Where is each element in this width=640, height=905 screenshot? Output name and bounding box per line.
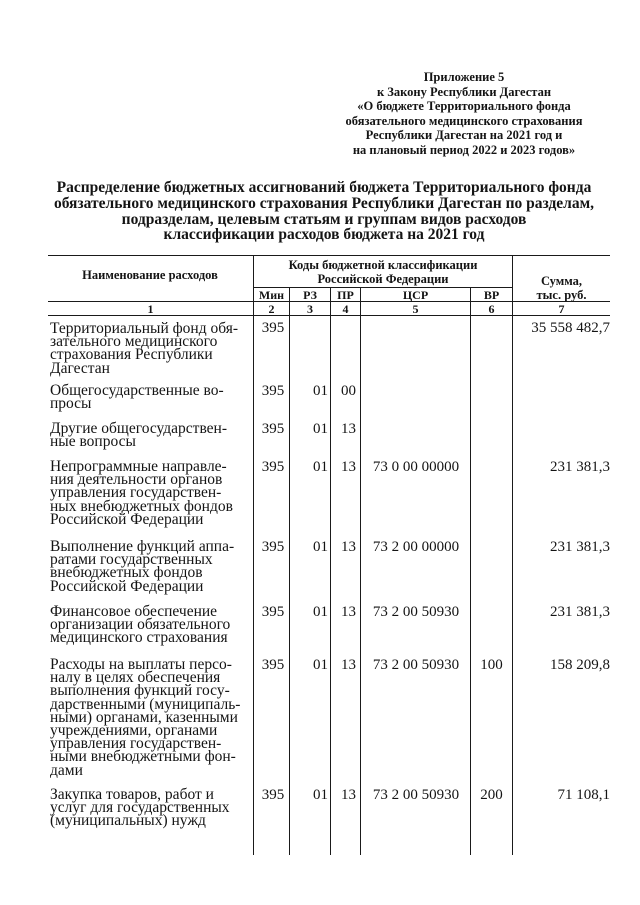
row-name-line: ные вопросы (50, 433, 136, 451)
annex-line: Республики Дагестан на 2021 год и (365, 128, 563, 143)
column-rule (470, 288, 471, 855)
row-name-line: Другие общегосударствен- (50, 420, 228, 437)
row-name (50, 540, 248, 593)
row-min: 395 (261, 459, 285, 475)
row-rz: 01 (313, 539, 328, 555)
row-name-line: Расходы на выплаты персо- (50, 656, 232, 673)
row-name-line: Финансовое обеспечение (50, 603, 218, 620)
column-rule (330, 288, 331, 855)
row-min: 395 (261, 320, 285, 336)
row-sum: 71 108,1 (557, 787, 610, 803)
row-rz: 01 (313, 787, 328, 803)
title-line: обязательного медицинского страхования Республики Дагестан по разделам, (53, 194, 595, 212)
row-csr: 73 2 00 50930 (372, 657, 460, 673)
column-number: 4 (342, 302, 349, 316)
row-name-line: (муниципальных) нужд (50, 812, 206, 830)
row-name (50, 382, 248, 413)
column-number: 6 (488, 302, 495, 316)
row-csr: 73 2 00 50930 (372, 604, 460, 620)
row-name-line: Российской Федерации (50, 577, 204, 595)
row-name-line: ных внебюджетных фондов (50, 497, 233, 515)
row-min: 395 (261, 383, 285, 399)
column-number: 5 (412, 302, 419, 316)
row-rz: 01 (313, 657, 328, 673)
row-name-line: организации обязательного (50, 616, 231, 634)
row-name-line: управления государствен- (50, 484, 222, 502)
row-name-line: Дагестан (50, 359, 110, 377)
row-name-line: зательного медицинского (50, 333, 218, 351)
row-name (50, 605, 248, 645)
row-name-line: ными внебюджетными фон- (50, 748, 236, 766)
title-line: классификации расходов бюджета на 2021 год (163, 226, 485, 244)
row-name-line: ными) органами, казенными (50, 708, 238, 726)
header-sum-line1: Сумма, (540, 274, 583, 288)
header-name-column: Наименование расходов (82, 268, 218, 282)
row-rz: 01 (313, 604, 328, 620)
row-name-line: ния деятельности органов (50, 471, 223, 489)
row-min: 395 (261, 787, 285, 803)
table-top-rule (48, 255, 610, 256)
row-rz: 01 (313, 383, 328, 399)
row-csr: 73 2 00 00000 (372, 539, 460, 555)
row-name-line: Закупка товаров, работ и (50, 786, 214, 803)
row-pr: 13 (341, 657, 356, 673)
annex-line: к Закону Республики Дагестан (376, 84, 552, 99)
header-codes-line2: Российской Федерации (317, 272, 449, 286)
row-min: 395 (261, 657, 285, 673)
row-pr: 13 (341, 604, 356, 620)
row-name-line: внебюджетных фондов (50, 564, 203, 582)
row-rz: 01 (313, 421, 328, 437)
row-pr: 13 (341, 459, 356, 475)
annex-line: «О бюджете Территориального фонда (357, 99, 571, 114)
column-number: 2 (268, 302, 275, 316)
annex-line: обязательного медицинского страхования (345, 113, 583, 128)
row-min: 395 (261, 421, 285, 437)
row-name (50, 460, 248, 526)
header-sum-line2: тыс. руб. (536, 288, 587, 302)
row-name (50, 788, 248, 828)
header-codes-line1: Коды бюджетной классификации (288, 258, 478, 272)
row-name-line: услуг для государственных (50, 799, 230, 817)
column-number: 7 (558, 302, 565, 316)
row-min: 395 (261, 539, 285, 555)
document-title (40, 180, 608, 243)
row-name-line: Российской Федерации (50, 510, 204, 528)
header-rz: РЗ (303, 288, 317, 302)
annex-line: на плановый период 2022 и 2023 годов» (352, 142, 576, 157)
row-name-line: ратами государственных (50, 551, 213, 569)
row-sum: 35 558 482,7 (531, 320, 610, 336)
annex-line: Приложение 5 (423, 70, 505, 84)
row-name-line: Территориальный фонд обя- (50, 320, 239, 337)
column-number: 1 (147, 302, 154, 316)
row-name-line: дарственными (муниципаль- (50, 695, 241, 713)
row-name-line: страхования Республики (50, 346, 213, 364)
row-pr: 13 (341, 421, 356, 437)
column-rule (512, 255, 513, 855)
row-sum: 231 381,3 (550, 459, 610, 475)
row-name-line: учреждениями, органами (50, 722, 218, 740)
row-name (50, 420, 248, 451)
header-csr: ЦСР (402, 288, 429, 302)
row-pr: 13 (341, 539, 356, 555)
row-name-line: Выполнение функций аппа- (50, 538, 235, 555)
row-name-line: налу в целях обеспечения (50, 669, 221, 687)
title-line: подразделам, целевым статьям и группам видов расходов (121, 210, 527, 228)
header-pr: ПР (337, 288, 354, 302)
row-sum: 231 381,3 (550, 604, 610, 620)
row-name-line: медицинского страхования (50, 629, 228, 647)
row-sum: 158 209,8 (550, 657, 610, 673)
row-csr: 73 0 00 00000 (372, 459, 460, 475)
row-sum: 231 381,3 (550, 539, 610, 555)
row-name-line: выполнения функций госу- (50, 682, 230, 700)
row-name-line: Общегосударственные во- (50, 382, 224, 399)
row-rz: 01 (313, 459, 328, 475)
column-rule (289, 288, 290, 855)
header-min: Мин (258, 288, 285, 302)
row-pr: 00 (341, 383, 356, 399)
row-min: 395 (261, 604, 285, 620)
row-name-line: дами (50, 761, 83, 779)
row-pr: 13 (341, 787, 356, 803)
row-vr: 100 (480, 657, 503, 673)
header-vr: ВР (483, 288, 500, 302)
column-rule (360, 288, 361, 855)
row-name (50, 658, 248, 777)
row-name-line: просы (50, 395, 92, 413)
row-name-line: управления государствен- (50, 735, 222, 753)
title-line: Распределение бюджетных ассигнований бюджета Территориального фонда (56, 179, 592, 196)
row-name (50, 322, 248, 375)
column-rule (253, 255, 254, 855)
annex-header (300, 70, 628, 158)
column-number: 3 (307, 302, 313, 316)
row-vr: 200 (480, 787, 503, 803)
row-name-line: Непрограммные направле- (50, 458, 227, 475)
row-csr: 73 2 00 50930 (372, 787, 460, 803)
